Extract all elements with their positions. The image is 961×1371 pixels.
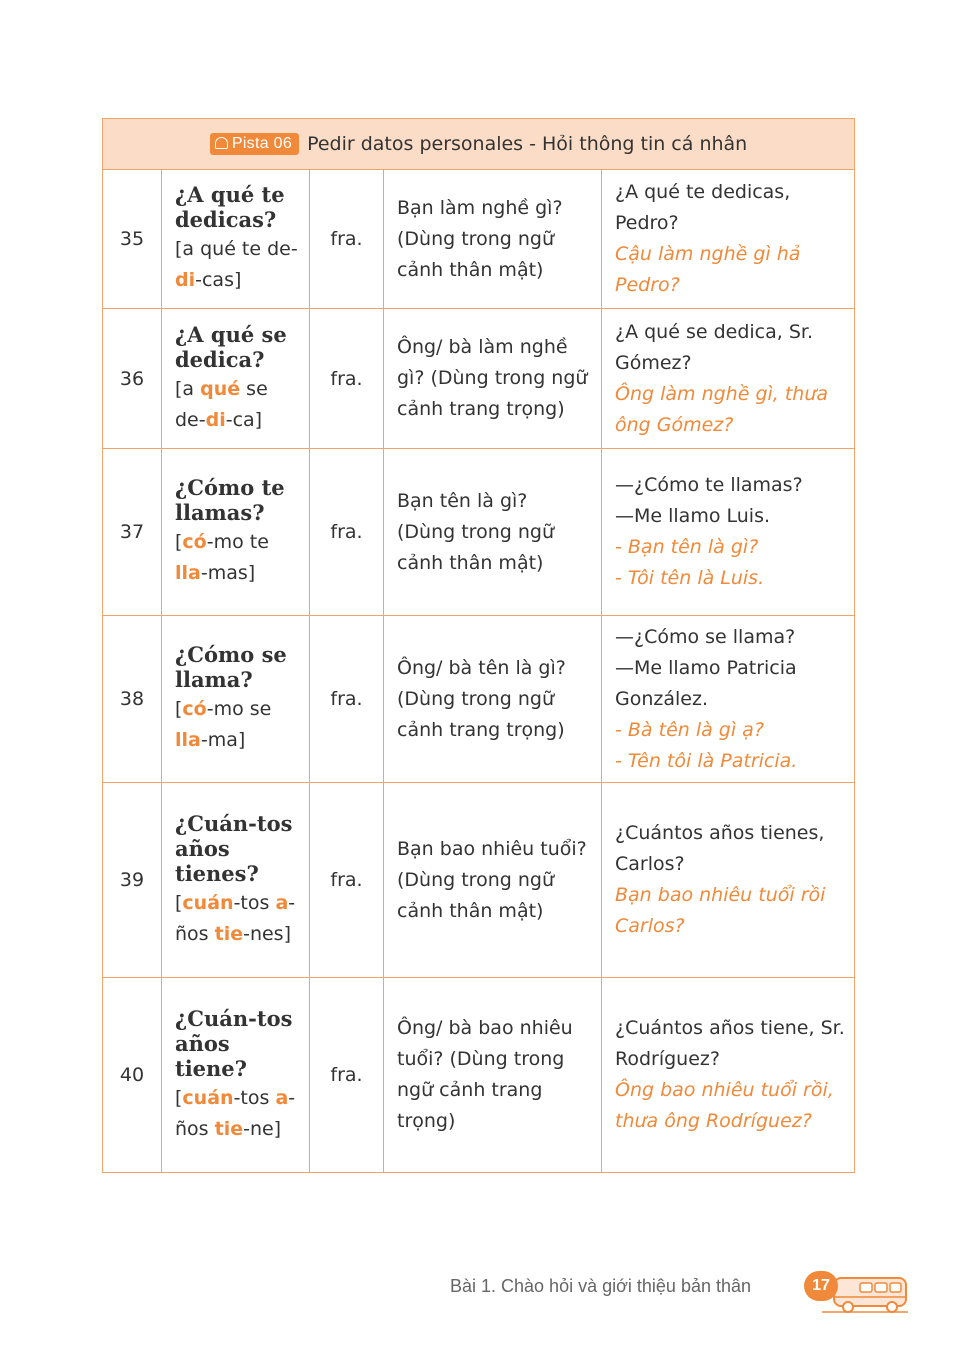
example-translation: Cậu làm nghề gì hả Pedro? — [615, 243, 801, 296]
table-row — [103, 616, 855, 783]
vietnamese-meaning: Bạn làm nghề gì? (Dùng trong ngữ cảnh thân mật) — [384, 170, 602, 309]
word-type: fra. — [310, 783, 384, 978]
example-cell — [602, 309, 855, 449]
stressed-syllable: tie — [214, 1117, 244, 1140]
example-sentence: —¿Cómo te llamas? — [615, 474, 803, 496]
vocabulary-table — [102, 118, 855, 1173]
syllable: -mo se — [206, 698, 272, 720]
spanish-phrase: ¿Cuán-tos años tiene? — [175, 1005, 293, 1081]
syllable: [ — [175, 698, 183, 720]
entry-number: 35 — [103, 170, 162, 309]
example-cell — [602, 783, 855, 978]
stressed-syllable: có — [182, 531, 207, 553]
syllable: -tos — [233, 891, 276, 914]
word-type: fra. — [310, 309, 384, 449]
word-type: fra. — [310, 170, 384, 309]
example-translation: Bạn bao nhiêu tuổi rồi Carlos? — [615, 884, 826, 937]
syllable: -tos — [233, 1086, 276, 1109]
syllable: -mo te — [206, 531, 269, 553]
syllable: -ños — [175, 891, 296, 945]
vietnamese-meaning: Bạn bao nhiêu tuổi? (Dùng trong ngữ cảnh thân mật) — [384, 783, 602, 978]
syllable: -mas] — [200, 562, 256, 584]
example-sentence: —Me llamo Patricia González. — [615, 656, 797, 710]
phrase-cell — [162, 170, 310, 309]
syllable: [a — [175, 377, 201, 400]
headphones-icon — [215, 137, 228, 149]
entry-number: 40 — [103, 978, 162, 1173]
entry-number: 36 — [103, 309, 162, 449]
syllable: [ — [175, 891, 183, 914]
example-translation: - Tôi tên là Luis. — [615, 567, 765, 589]
example-sentence: —Me llamo Luis. — [615, 505, 771, 527]
word-type: fra. — [310, 449, 384, 616]
pronunciation — [175, 234, 299, 296]
phrase-cell — [162, 449, 310, 616]
vietnamese-meaning: Ông/ bà bao nhiêu tuổi? (Dùng trong ngữ cảnh trang trọng) — [384, 978, 602, 1173]
pronunciation — [175, 374, 299, 436]
syllable: -ma] — [200, 729, 246, 751]
word-type: fra. — [310, 978, 384, 1173]
stressed-syllable: a — [275, 891, 289, 914]
example-cell — [602, 170, 855, 309]
table-header-row — [103, 119, 855, 170]
phrase-cell — [162, 978, 310, 1173]
syllable: -ños — [175, 1086, 296, 1140]
stressed-syllable: có — [182, 698, 207, 720]
stressed-syllable: lla — [175, 562, 201, 584]
stressed-syllable: cuán — [182, 1086, 234, 1109]
stressed-syllable: di — [175, 269, 196, 291]
example-sentence: ¿Cuántos años tiene, Sr. Rodríguez? — [615, 1017, 845, 1070]
example-translation: - Bạn tên là gì? — [615, 536, 759, 558]
phrase-cell — [162, 783, 310, 978]
phrase-cell — [162, 616, 310, 783]
syllable: -nes] — [243, 922, 291, 945]
stressed-syllable: lla — [175, 729, 201, 751]
table-row — [103, 978, 855, 1173]
entry-number: 37 — [103, 449, 162, 616]
pronunciation — [175, 1083, 299, 1145]
example-translation: Ông làm nghề gì, thưa ông Gómez? — [615, 382, 829, 436]
track-label: Pista 06 — [231, 135, 293, 152]
section-title: Pedir datos personales - Hỏi thông tin cá nhân — [307, 133, 748, 155]
syllable: se de- — [175, 377, 268, 431]
page-number: 17 — [804, 1271, 838, 1301]
spanish-phrase: ¿Cómo se llama? — [175, 642, 287, 692]
table-row — [103, 309, 855, 449]
phrase-cell — [162, 309, 310, 449]
audio-track-badge[interactable] — [210, 133, 299, 155]
pronunciation — [175, 527, 299, 589]
entry-number: 38 — [103, 616, 162, 783]
pronunciation — [175, 694, 299, 756]
syllable: -ne] — [243, 1117, 282, 1140]
example-cell — [602, 616, 855, 783]
stressed-syllable: di — [205, 408, 226, 431]
pronunciation — [175, 888, 299, 950]
example-sentence: —¿Cómo se llama? — [615, 625, 796, 648]
section-header — [103, 119, 855, 170]
chapter-footer: Bài 1. Chào hỏi và giới thiệu bản thân — [450, 1276, 752, 1296]
syllable: [a qué te de- — [175, 238, 298, 260]
stressed-syllable: qué — [200, 377, 241, 400]
vietnamese-meaning: Bạn tên là gì? (Dùng trong ngữ cảnh thân mật) — [384, 449, 602, 616]
syllable: [ — [175, 1086, 183, 1109]
syllable: -ca] — [225, 408, 263, 431]
vietnamese-meaning: Ông/ bà tên là gì? (Dùng trong ngữ cảnh trang trọng) — [384, 616, 602, 783]
example-cell — [602, 978, 855, 1173]
example-sentence: ¿A qué te dedicas, Pedro? — [615, 181, 791, 234]
syllable: -cas] — [195, 269, 242, 291]
example-cell — [602, 449, 855, 616]
entry-number: 39 — [103, 783, 162, 978]
stressed-syllable: cuán — [182, 891, 234, 914]
example-sentence: ¿A qué se dedica, Sr. Gómez? — [615, 320, 814, 374]
stressed-syllable: a — [275, 1086, 289, 1109]
spanish-phrase: ¿A qué te dedicas? — [175, 182, 285, 232]
table-row — [103, 170, 855, 309]
example-translation: - Tên tôi là Patricia. — [615, 749, 798, 772]
syllable: [ — [175, 531, 183, 553]
table-row — [103, 783, 855, 978]
word-type: fra. — [310, 616, 384, 783]
spanish-phrase: ¿Cuán-tos años tienes? — [175, 810, 293, 886]
table-row — [103, 449, 855, 616]
spanish-phrase: ¿A qué se dedica? — [175, 321, 287, 372]
vietnamese-meaning: Ông/ bà làm nghề gì? (Dùng trong ngữ cảnh trang trọng) — [384, 309, 602, 449]
example-translation: Ông bao nhiêu tuổi rồi, thưa ông Rodríguez? — [615, 1079, 834, 1132]
example-translation: - Bà tên là gì ạ? — [615, 718, 764, 741]
example-sentence: ¿Cuántos años tienes, Carlos? — [615, 822, 825, 875]
spanish-phrase: ¿Cómo te llamas? — [175, 475, 285, 525]
stressed-syllable: tie — [214, 922, 244, 945]
